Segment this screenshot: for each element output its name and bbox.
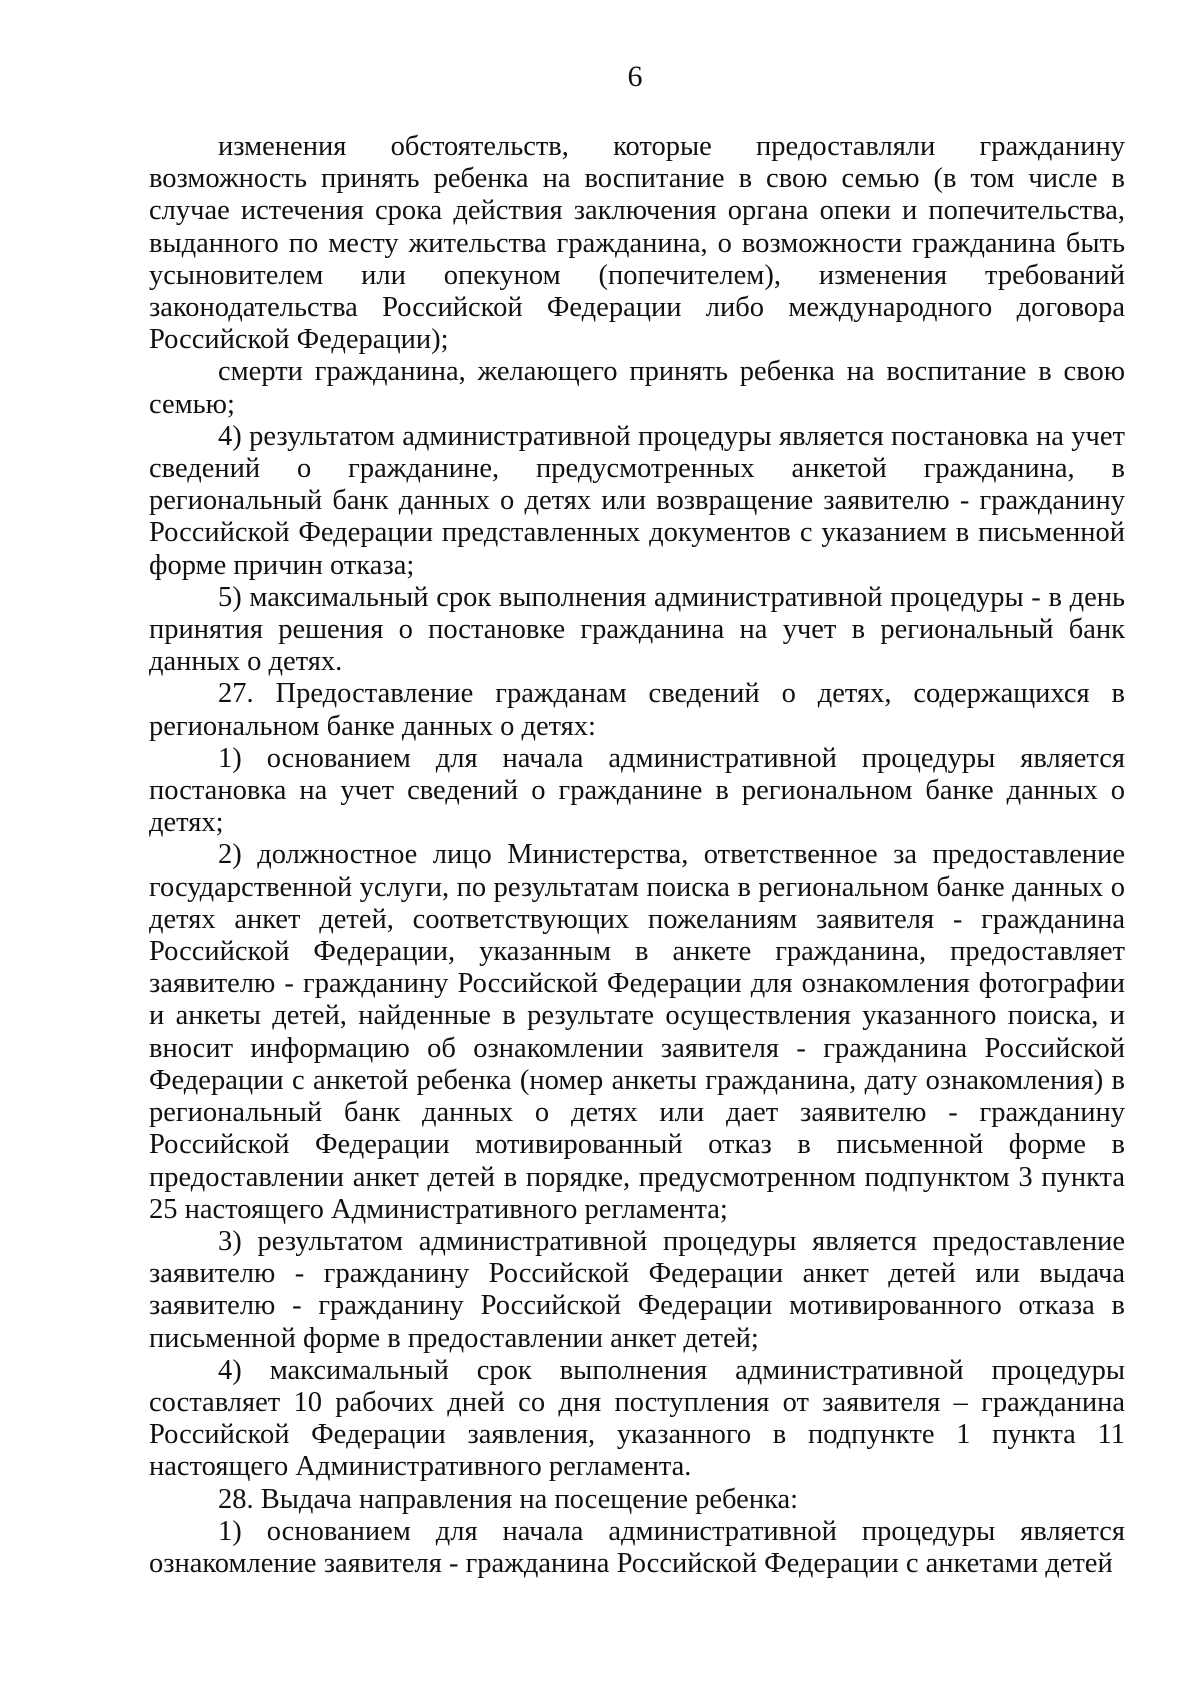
document-body: [149, 131, 1125, 1580]
paragraph-27-item-2: 2) должностное лицо Министерства, ответственное за предоставление государственной услуги, по результатам поиска в региональном банке данных о детях анкет детей, соответствующих пожеланиям заявителя - гражданина Российской Федерации, указанным в анкете гражданина, предоставляет заявителю - гражданину Российской Федерации для ознакомления фотографии и анкеты детей, найденные в результате осуществления указанного поиска, и вносит информацию об ознакомлении заявителя - гражданина Российской Федерации с анкетой ребенка (номер анкеты гражданина, дату ознакомления) в региональный банк данных о детях или дает заявителю - гражданину Российской Федерации мотивированный отказ в письменной форме в предоставлении анкет детей в порядке, предусмотренном подпунктом 3 пункта 25 настоящего Административного регламента;: [149, 839, 1125, 1225]
paragraph-27-item-4: 4) максимальный срок выполнения административной процедуры составляет 10 рабочих дней со дня поступления от заявителя – гражданина Российской Федерации заявления, указанного в подпункте 1 пункта 11 настоящего Административного регламента.: [149, 1354, 1125, 1483]
paragraph-section-28-heading: 28. Выдача направления на посещение ребенка:: [218, 1483, 799, 1515]
paragraph-27-item-3: 3) результатом административной процедуры является предоставление заявителю - гражданину Российской Федерации анкет детей или выдача заявителю - гражданину Российской Федерации мотивированного отказа в письменной форме в предоставлении анкет детей;: [149, 1225, 1125, 1354]
paragraph-28-item-1: 1) основанием для начала административной процедуры является ознакомление заявителя - гражданина Российской Федерации с анкетами детей: [149, 1515, 1125, 1579]
paragraph-item-5-max-term: 5) максимальный срок выполнения административной процедуры - в день принятия решения о постановке гражданина на учет в региональный банк данных о детях.: [149, 581, 1125, 678]
page-number: 6: [627, 60, 643, 93]
paragraph-section-27-heading: 27. Предоставление гражданам сведений о детях, содержащихся в региональном банке данных о детях:: [149, 678, 1125, 742]
paragraph-death-of-citizen: смерти гражданина, желающего принять ребенка на воспитание в свою семью;: [149, 356, 1125, 420]
paragraph-27-item-1: 1) основанием для начала административной процедуры является постановка на учет сведений о гражданине в региональном банке данных о детях;: [149, 742, 1125, 839]
paragraph-circumstances-change: изменения обстоятельств, которые предоставляли гражданину возможность принять ребенка на воспитание в свою семью (в том числе в случае истечения срока действия заключения органа опеки и попечительства, выданного по месту жительства гражданина, о возможности гражданина быть усыновителем или опекуном (попечителем), изменения требований законодательства Российской Федерации либо международного договора Российской Федерации);: [149, 131, 1125, 356]
paragraph-item-4-result: 4) результатом административной процедуры является постановка на учет сведений о гражданине, предусмотренных анкетой гражданина, в региональный банк данных о детях или возвращение заявителю - гражданину Российской Федерации представленных документов с указанием в письменной форме причин отказа;: [149, 420, 1125, 581]
